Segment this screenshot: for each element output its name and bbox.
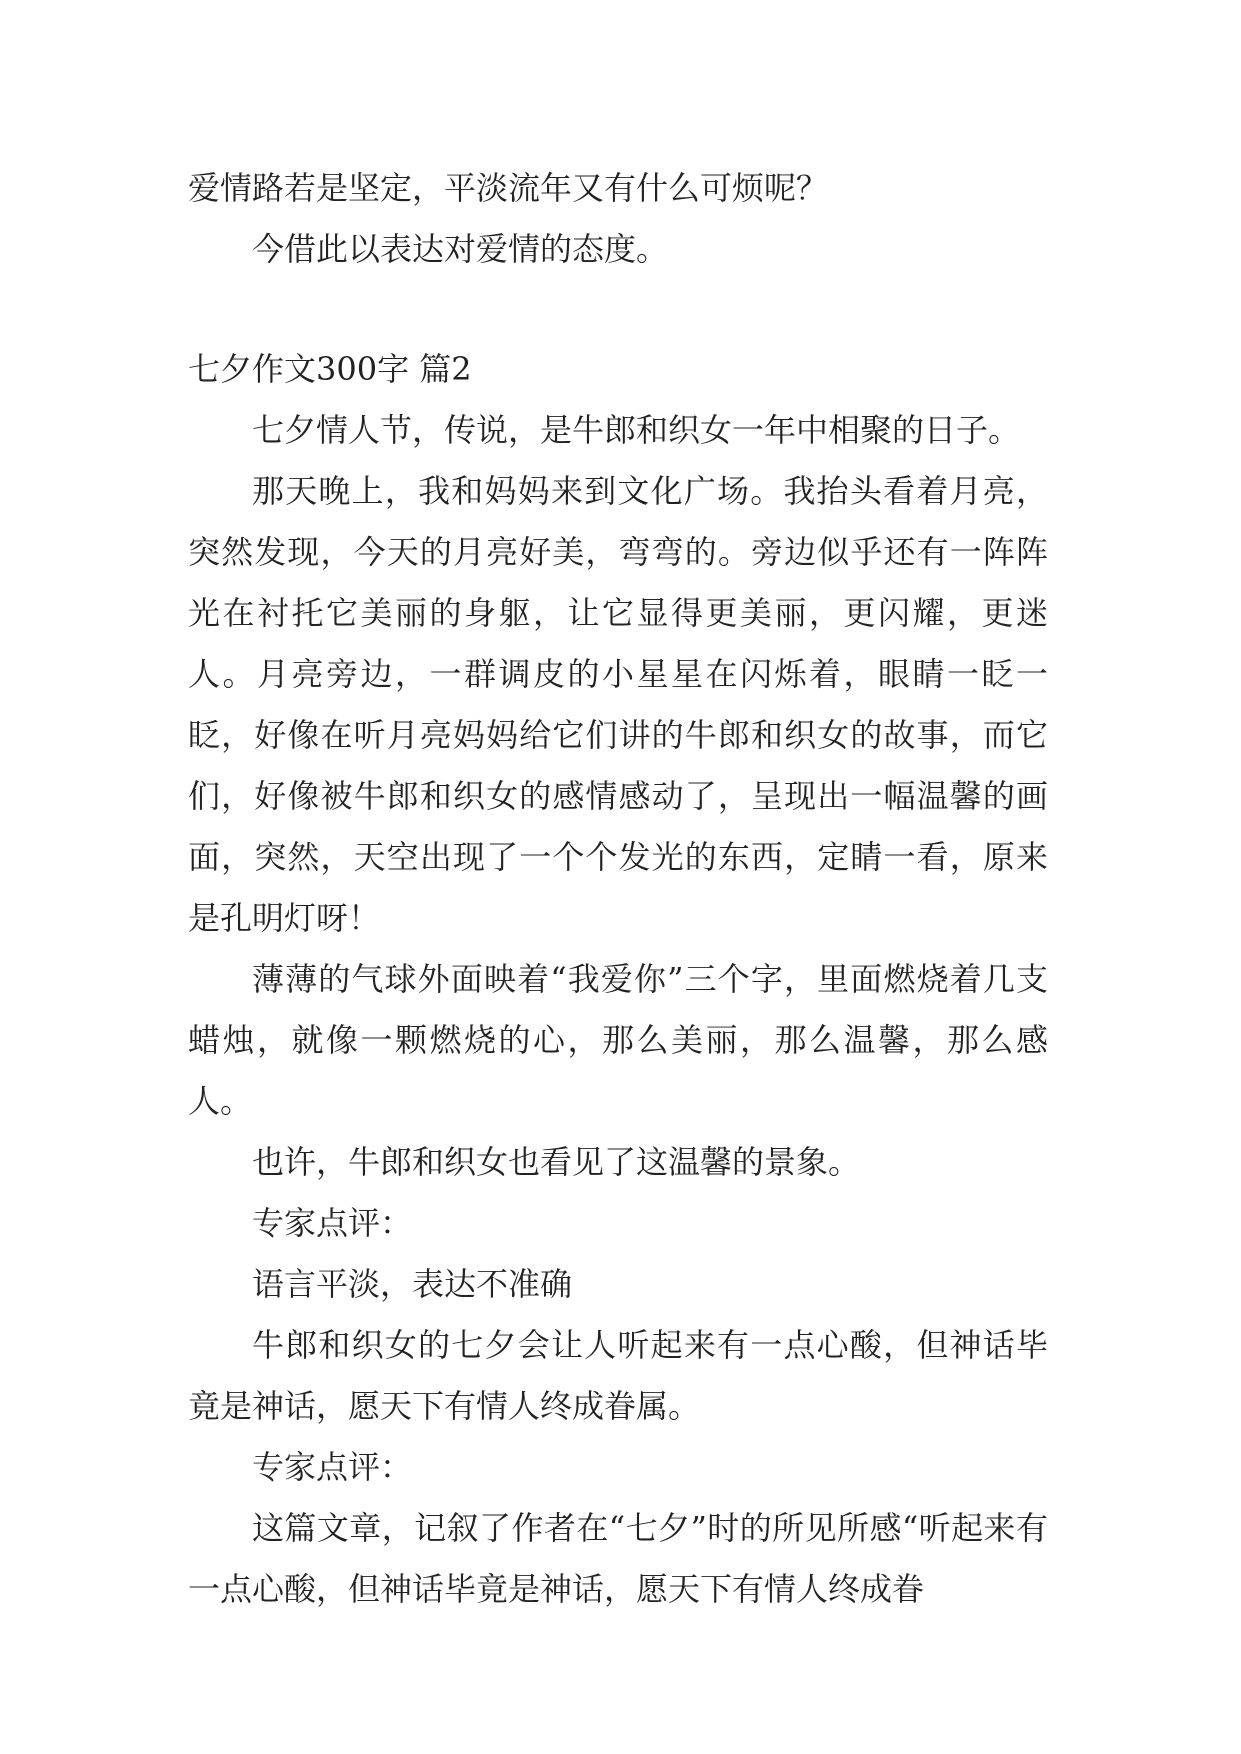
paragraph-1: 爱情路若是坚定，平淡流年又有什么可烦呢？ bbox=[188, 169, 829, 207]
expert-comment-label-2: 专家点评： bbox=[252, 1448, 413, 1486]
expert-comment-label-1: 专家点评： bbox=[252, 1204, 413, 1242]
document-body bbox=[188, 158, 1048, 1620]
paragraph-9: 这篇文章，记叙了作者在“七夕”时的所见所感“听起来有一点心酸，但神话毕竟是神话，愿天下有情人终成眷 bbox=[188, 1509, 1048, 1608]
paragraph-3: 七夕情人节，传说，是牛郎和织女一年中相聚的日子。 bbox=[252, 411, 1021, 449]
paragraph-4: 那天晚上，我和妈妈来到文化广场。我抬头看着月亮，突然发现，今天的月亮好美，弯弯的。旁边似乎还有一阵阵光在衬托它美丽的身躯，让它显得更美丽，更闪耀，更迷人。月亮旁边，一群调皮的小星星在闪烁着，眼睛一眨一眨，好像在听月亮妈妈给它们讲的牛郎和织女的故事，而它们，好像被牛郎和织女的感情感动了，呈现出一幅温馨的画面，突然，天空出现了一个个发光的东西，定睛一看，原来是孔明灯呀！ bbox=[188, 472, 1048, 937]
paragraph-7: 语言平淡，表达不准确 bbox=[252, 1265, 573, 1303]
section-heading: 七夕作文300字 篇2 bbox=[188, 350, 472, 388]
paragraph-6: 也许，牛郎和织女也看见了这温馨的景象。 bbox=[252, 1143, 861, 1181]
paragraph-2: 今借此以表达对爱情的态度。 bbox=[252, 230, 669, 268]
paragraph-5: 薄薄的气球外面映着“我爱你”三个字，里面燃烧着几支蜡烛，就像一颗燃烧的心，那么美丽，那么温馨，那么感人。 bbox=[188, 960, 1048, 1120]
paragraph-8: 牛郎和织女的七夕会让人听起来有一点心酸，但神话毕竟是神话，愿天下有情人终成眷属。 bbox=[188, 1326, 1048, 1425]
